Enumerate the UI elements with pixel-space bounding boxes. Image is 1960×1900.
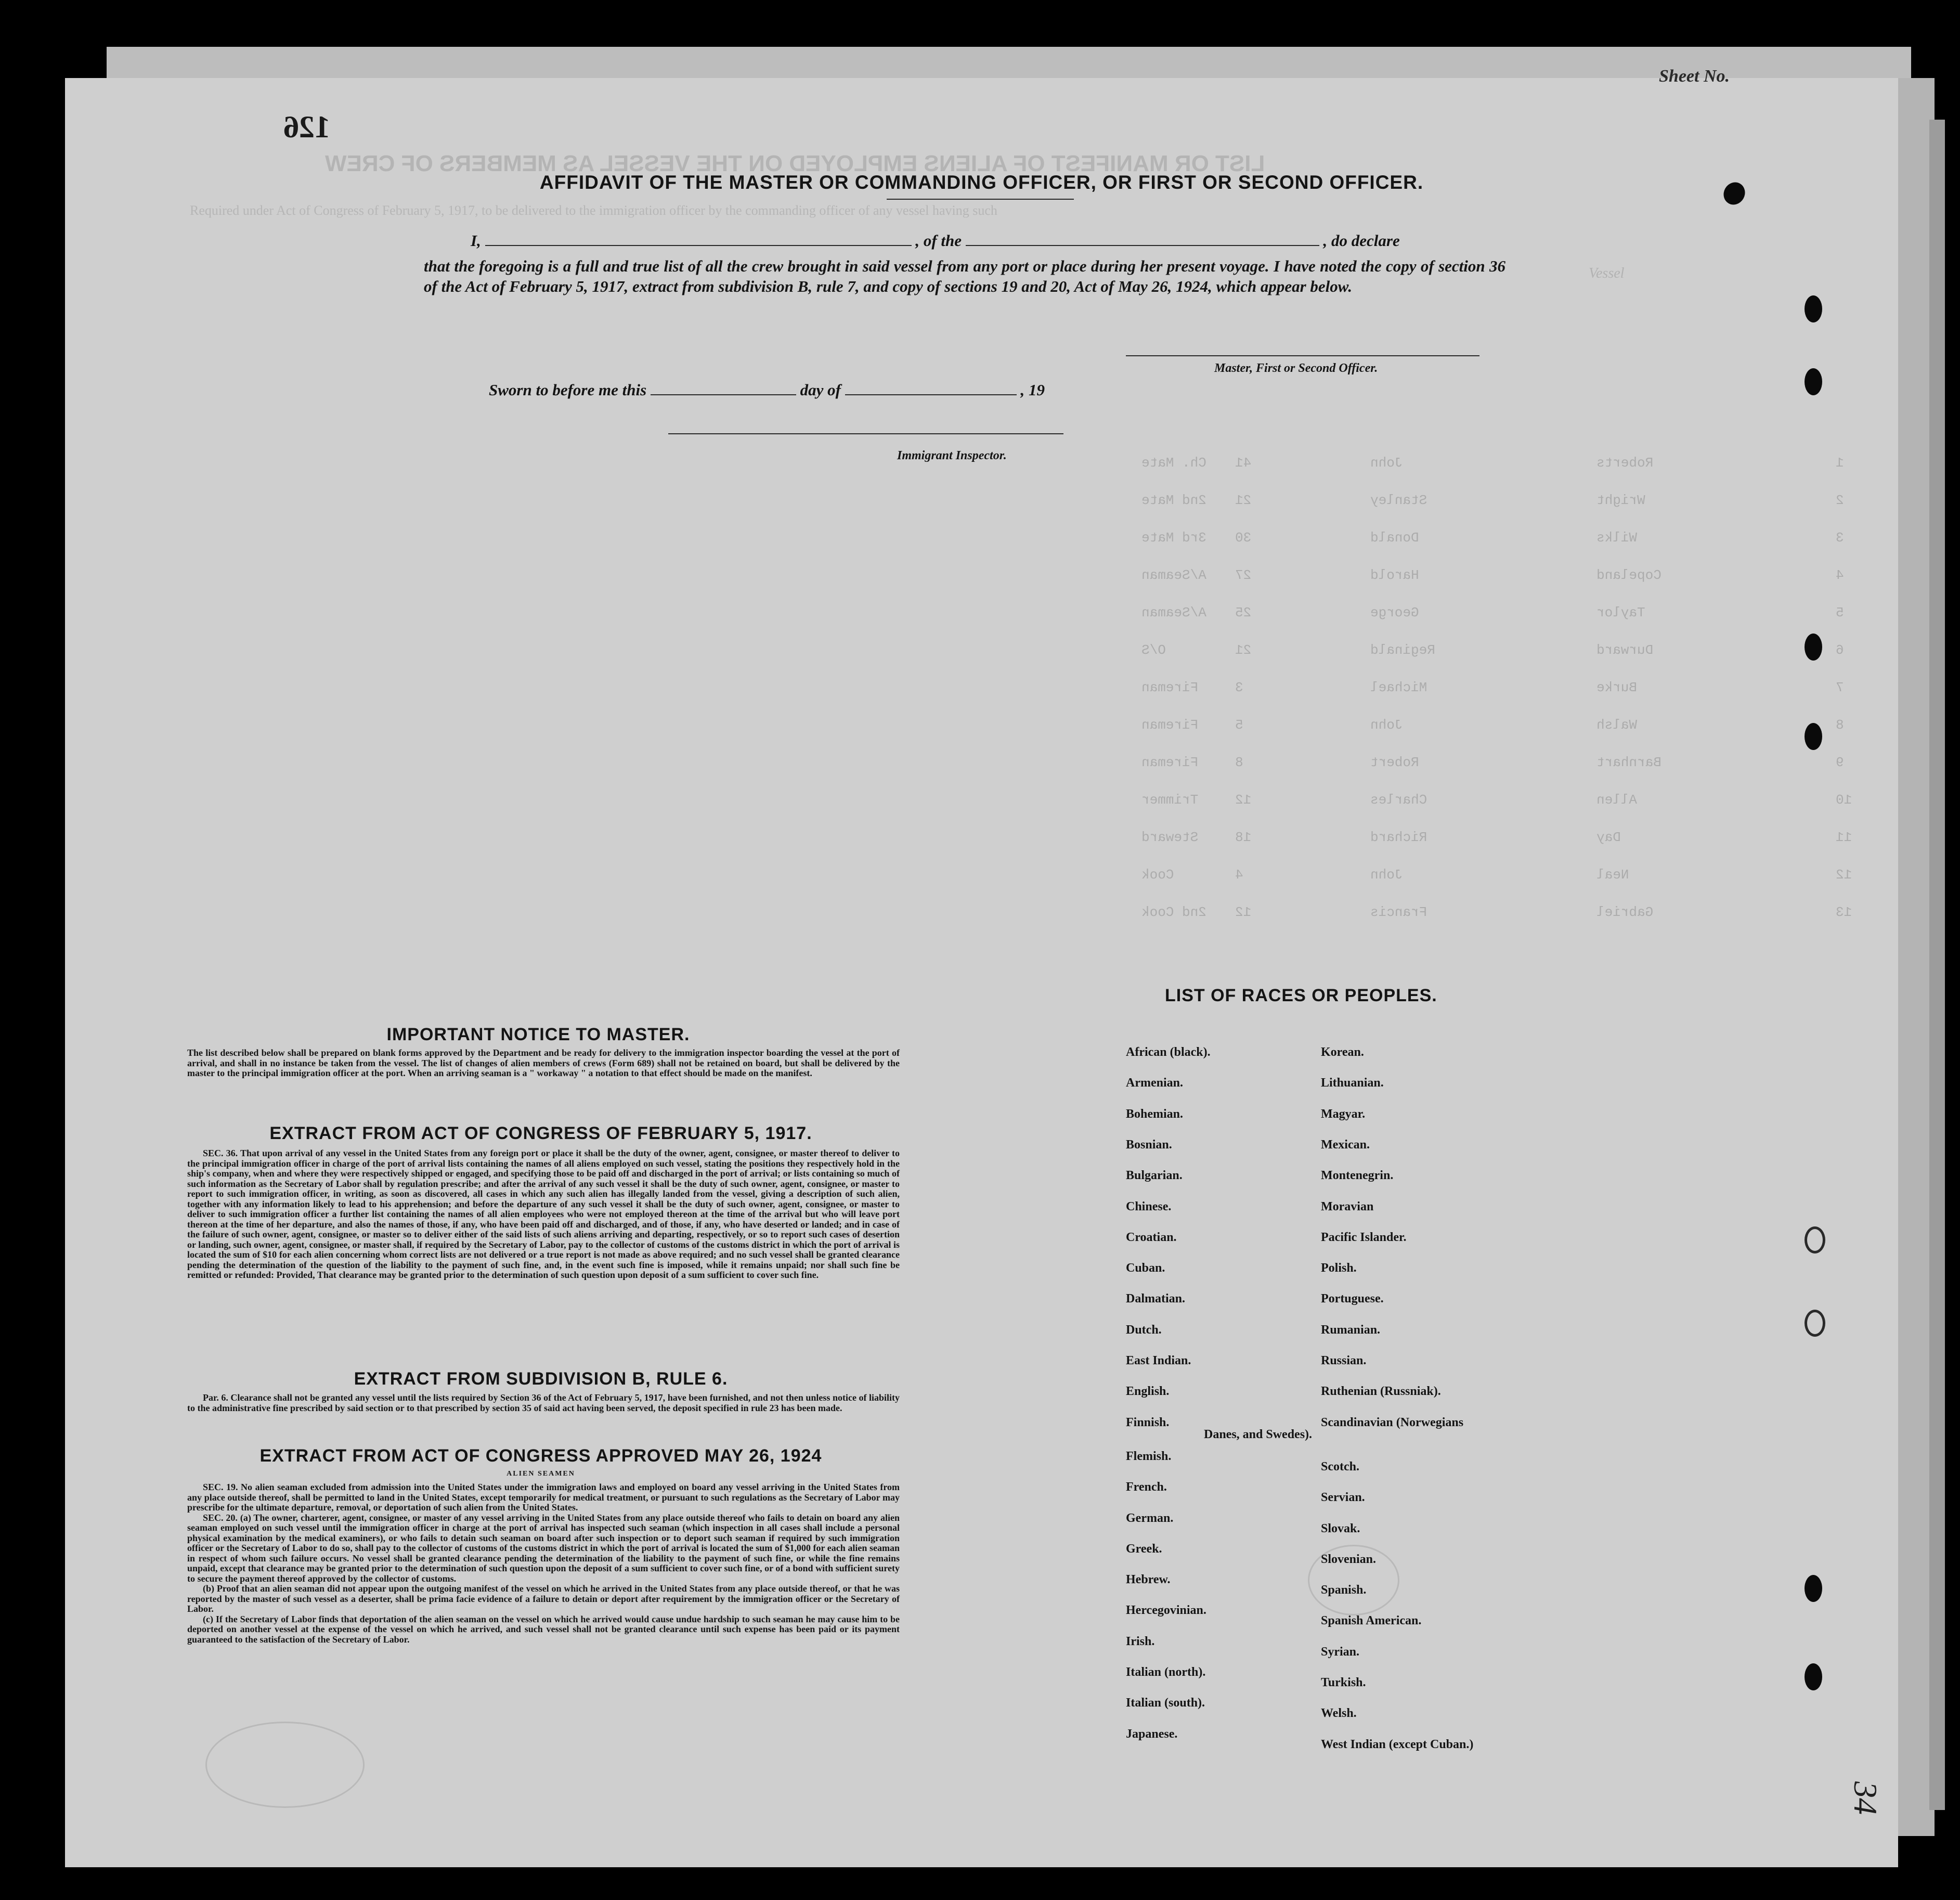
races-title: LIST OF RACES OR PEOPLES. bbox=[1165, 986, 1437, 1005]
bleed-cell-given: Donald bbox=[1370, 530, 1419, 546]
bleed-cell-given: Michael bbox=[1370, 680, 1427, 695]
binder-hole bbox=[1805, 723, 1822, 750]
bleed-cell-rating: Steward bbox=[1141, 830, 1199, 845]
bleed-header: LIST OR MANIFEST OF ALIENS EMPLOYED ON THE VESSEL AS MEMBERS OF CREW bbox=[325, 151, 1265, 176]
bleed-cell-age: 3 bbox=[1235, 680, 1243, 695]
race-item: Spanish. bbox=[1321, 1583, 1367, 1597]
alien-seamen-subhead: ALIEN SEAMEN bbox=[507, 1470, 575, 1478]
bleed-cell-rating: Fireman bbox=[1141, 717, 1199, 733]
bleed-cell-num: 8 bbox=[1836, 717, 1844, 733]
bleed-cell-given: Stanley bbox=[1370, 493, 1427, 508]
bleed-row bbox=[65, 530, 1898, 561]
bleed-cell-rating: Ch. Mate bbox=[1141, 455, 1206, 471]
race-item: Syrian. bbox=[1321, 1645, 1360, 1659]
bleed-cell-sur: Gabriel bbox=[1596, 904, 1654, 920]
of-the-text: , of the bbox=[915, 231, 962, 250]
bleed-row bbox=[65, 904, 1898, 936]
bleed-cell-rating: Fireman bbox=[1141, 755, 1199, 770]
bleed-cell-age: 4 bbox=[1235, 867, 1243, 883]
bleed-cell-rating: 2nd Cook bbox=[1141, 904, 1206, 920]
race-item: Irish. bbox=[1126, 1634, 1155, 1648]
bleed-cell-age: 12 bbox=[1235, 904, 1252, 920]
bleed-row bbox=[65, 755, 1898, 786]
bleed-cell-sur: Taylor bbox=[1596, 605, 1645, 621]
binder-hole bbox=[1805, 634, 1822, 661]
race-item: African (black). bbox=[1126, 1045, 1211, 1059]
race-item: Turkish. bbox=[1321, 1676, 1366, 1689]
bleed-cell-rating: 3rd Mate bbox=[1141, 530, 1206, 546]
inspector-caption: Immigrant Inspector. bbox=[897, 449, 1007, 462]
race-item: Flemish. bbox=[1126, 1449, 1172, 1463]
extract-1924-body bbox=[187, 1482, 900, 1645]
race-item: Croatian. bbox=[1126, 1230, 1177, 1244]
extract-rule6-body: Par. 6. Clearance shall not be granted any vessel until the lists required by Section 36 of the Act of February 5, 1917, have been furnished, and not then unless notice of liability to the administrative fine prescribed by said section or to that prescribed by section 35 of said act having been served, the deposit specified in rule 23 has been made. bbox=[187, 1392, 900, 1413]
race-item: Slovenian. bbox=[1321, 1552, 1377, 1566]
race-item: Scotch. bbox=[1321, 1459, 1359, 1474]
sworn-line bbox=[489, 380, 1045, 400]
binder-hole-ring bbox=[1805, 1226, 1825, 1253]
do-declare-text: , do declare bbox=[1323, 231, 1400, 250]
race-item: Magyar. bbox=[1321, 1107, 1366, 1121]
bleed-cell-sur: Neal bbox=[1596, 867, 1629, 883]
day-of-text: day of bbox=[800, 381, 841, 399]
race-item: Slovak. bbox=[1321, 1521, 1360, 1535]
name-blank[interactable] bbox=[485, 245, 912, 246]
race-item: Bohemian. bbox=[1126, 1107, 1184, 1121]
race-item: Ruthenian (Russniak). bbox=[1321, 1385, 1441, 1399]
sec-20a-text: SEC. 20. (a) The owner, charterer, agent, consignee, or master of any vessel arriving in the United States from any place outside thereof who fails to detain on board any alien seaman employed on such vessel until the immigration officer in charge at the port of arrival has inspected such seaman (which inspection in all cases shall include a personal physical examination by the medical examiners), or who fails to detain such seaman on board after such inspection or to deport such seaman if required by such immigration officer or the Secretary of Labor to do so, shall pay to the collector of customs of the customs district in which the port of arrival is located the sum of $1,000 for each alien seaman in respect of whom such failure occurs. No vessel shall be granted clearance pending the determination of the liability to the payment of such fine, or while the fine remains unpaid, except that clearance may be granted prior to the determination of such question upon the deposit of a sum sufficient to cover such fine, or of a bond with sufficient surety to secure the payment thereof approved by the collector of customs. bbox=[187, 1512, 900, 1584]
sec-20c-text: (c) If the Secretary of Labor finds that deportation of the alien seaman on the vessel on which he arrived would cause undue hardship to such seaman he may cause him to be deported on another vessel at the expense of the vessel on which he arrived, and such vessel shall not be granted clearance until such expense has been paid or its payment guaranteed to the satisfaction of the Secretary of Labor. bbox=[187, 1613, 900, 1645]
binder-hole bbox=[1805, 368, 1822, 395]
bleed-cell-given: John bbox=[1370, 717, 1403, 733]
race-item: Bosnian. bbox=[1126, 1138, 1172, 1152]
race-item: Cuban. bbox=[1126, 1261, 1165, 1275]
bleed-cell-num: 1 bbox=[1836, 455, 1844, 471]
race-item: Rumanian. bbox=[1321, 1323, 1381, 1337]
race-item: French. bbox=[1126, 1480, 1167, 1494]
race-item: Korean. bbox=[1321, 1045, 1364, 1059]
vessel-blank[interactable] bbox=[966, 245, 1319, 246]
bleed-cell-given: Charles bbox=[1370, 792, 1427, 808]
bleed-cell-rating: 2nd Mate bbox=[1141, 493, 1206, 508]
back-sheet-right-edge-2 bbox=[1929, 120, 1945, 1810]
bleed-cell-given: Francis bbox=[1370, 904, 1427, 920]
bleed-cell-age: 21 bbox=[1235, 493, 1252, 508]
bleed-cell-rating: Cook bbox=[1141, 867, 1174, 883]
sworn-day-blank[interactable] bbox=[651, 394, 796, 395]
bleed-cell-rating: O/S bbox=[1141, 642, 1166, 658]
affidavit-title: AFFIDAVIT OF THE MASTER OR COMMANDING OFFICER, OR FIRST OR SECOND OFFICER. bbox=[539, 172, 1424, 193]
race-item: English. bbox=[1126, 1385, 1170, 1399]
bleed-cell-given: John bbox=[1370, 867, 1403, 883]
race-item: Hebrew. bbox=[1126, 1573, 1171, 1587]
bleed-cell-rating: Fireman bbox=[1141, 680, 1199, 695]
bleed-cell-age: 41 bbox=[1235, 455, 1252, 471]
page-number: 126 bbox=[283, 110, 330, 144]
race-item: Bulgarian. bbox=[1126, 1169, 1183, 1183]
bleed-cell-given: George bbox=[1370, 605, 1419, 621]
bleed-cell-age: 27 bbox=[1235, 567, 1252, 583]
bleed-cell-given: John bbox=[1370, 455, 1403, 471]
bleed-cell-num: 4 bbox=[1836, 567, 1844, 583]
bleed-row bbox=[65, 717, 1898, 748]
bleed-cell-age: 21 bbox=[1235, 642, 1252, 658]
bleed-cell-age: 8 bbox=[1235, 755, 1243, 770]
bleed-cell-age: 5 bbox=[1235, 717, 1243, 733]
race-item: Russian. bbox=[1321, 1354, 1367, 1367]
race-item: Finnish. bbox=[1126, 1415, 1170, 1429]
bleed-cell-num: 5 bbox=[1836, 605, 1844, 621]
race-item: Greek. bbox=[1126, 1542, 1162, 1556]
bleed-cell-sur: Wilks bbox=[1596, 530, 1638, 546]
race-item: German. bbox=[1126, 1511, 1174, 1525]
bleed-row bbox=[65, 493, 1898, 524]
sworn-text: Sworn to before me this bbox=[489, 381, 647, 399]
master-signature-line bbox=[1126, 355, 1479, 356]
bleed-cell-num: 6 bbox=[1836, 642, 1844, 658]
bleed-row bbox=[65, 605, 1898, 636]
bleed-cell-num: 9 bbox=[1836, 755, 1844, 770]
bleed-cell-sur: Roberts bbox=[1596, 455, 1654, 471]
bleed-row bbox=[65, 830, 1898, 861]
master-signature-caption: Master, First or Second Officer. bbox=[1214, 361, 1378, 375]
bleed-cell-given: Reginald bbox=[1370, 642, 1435, 658]
scandinavian-continuation: Danes, and Swedes). bbox=[1204, 1428, 1313, 1441]
sec-20b-text: (b) Proof that an alien seaman did not appear upon the outgoing manifest of the vessel on which he arrived in the United States from any place outside thereof, or that he was reported by the master of such vessel as a deserter, shall be prima facie evidence of a failure to detain or deport after requirement by the immigration officer or the Secretary of Labor. bbox=[187, 1583, 900, 1614]
bleed-cell-rating: A/Seaman bbox=[1141, 567, 1206, 583]
bleed-row bbox=[65, 680, 1898, 711]
bleed-vessel-label: Vessel bbox=[1589, 265, 1625, 281]
bleed-cell-sur: Copeland bbox=[1596, 567, 1662, 583]
bleed-cell-num: 2 bbox=[1836, 493, 1844, 508]
race-item: Servian. bbox=[1321, 1491, 1365, 1505]
race-item: Dutch. bbox=[1126, 1323, 1162, 1337]
bleed-cell-rating: Trimmer bbox=[1141, 792, 1199, 808]
title-rule bbox=[887, 199, 1074, 200]
race-item: Armenian. bbox=[1126, 1076, 1183, 1090]
bleed-cell-sur: Burke bbox=[1596, 680, 1638, 695]
binder-hole-ring bbox=[1805, 1310, 1825, 1337]
race-item: Dalmatian. bbox=[1126, 1292, 1185, 1306]
bleed-cell-sur: Day bbox=[1596, 830, 1621, 845]
manifest-sheet bbox=[65, 78, 1898, 1867]
bleed-cell-given: Richard bbox=[1370, 830, 1427, 845]
race-item: Japanese. bbox=[1126, 1727, 1178, 1741]
race-item: West Indian (except Cuban.) bbox=[1321, 1737, 1474, 1751]
bleed-cell-age: 18 bbox=[1235, 830, 1252, 845]
binder-hole bbox=[1805, 295, 1822, 322]
bleed-cell-sur: Durward bbox=[1596, 642, 1654, 658]
race-item: Scandinavian (Norwegians bbox=[1321, 1415, 1464, 1429]
extract-rule6-title: EXTRACT FROM SUBDIVISION B, RULE 6. bbox=[354, 1369, 728, 1389]
bleed-cell-num: 10 bbox=[1836, 792, 1852, 808]
race-item: Polish. bbox=[1321, 1261, 1357, 1275]
bleed-cell-num: 7 bbox=[1836, 680, 1844, 695]
bleed-cell-num: 12 bbox=[1836, 867, 1852, 883]
bleed-row bbox=[65, 642, 1898, 674]
extract-1917-title: EXTRACT FROM ACT OF CONGRESS OF FEBRUARY 5, 1917. bbox=[269, 1123, 812, 1143]
year-prefix-text: , 19 bbox=[1020, 381, 1045, 399]
bleed-required-line: Required under Act of Congress of February 5, 1917, to be delivered to the immigration officer by the commanding officer of any vessel having such bbox=[190, 203, 997, 218]
race-item: East Indian. bbox=[1126, 1354, 1191, 1367]
race-item: Montenegrin. bbox=[1321, 1169, 1394, 1183]
bleed-cell-num: 3 bbox=[1836, 530, 1844, 546]
bleed-row bbox=[65, 867, 1898, 898]
race-item: Moravian bbox=[1321, 1199, 1374, 1213]
bleed-cell-age: 25 bbox=[1235, 605, 1252, 621]
bleed-row bbox=[65, 567, 1898, 599]
bleed-cell-sur: Allen bbox=[1596, 792, 1638, 808]
race-item: Italian (north). bbox=[1126, 1665, 1206, 1679]
bleed-cell-num: 13 bbox=[1836, 904, 1852, 920]
bleed-cell-given: Harold bbox=[1370, 567, 1419, 583]
binder-hole bbox=[1805, 1575, 1822, 1602]
affidavit-paragraph: that the foregoing is a full and true list of all the crew brought in said vessel from any port or place during her present voyage. I have noted the copy of section 36 of the Act of February 5, 1917, extract from subdivision B, rule 7, and copy of sections 19 and 20, Act of May 26, 1924, which appear below. bbox=[424, 257, 1505, 295]
notice-title: IMPORTANT NOTICE TO MASTER. bbox=[386, 1025, 690, 1044]
race-item: Hercegovinian. bbox=[1126, 1604, 1206, 1618]
bleed-cell-sur: Barnhart bbox=[1596, 755, 1662, 770]
sec-19-text: SEC. 19. No alien seaman excluded from admission into the United States under the immigration laws and employed on board any vessel arriving in the United States from any place outside thereof, shall be permitted to land in the United States, except temporarily for medical treatment, or pursuant to such regulations as the Secretary of Labor may prescribe for the ultimate departure, removal, or deportation of such alien from the United States. bbox=[187, 1482, 900, 1513]
extract-1924-title: EXTRACT FROM ACT OF CONGRESS APPROVED MAY 26, 1924 bbox=[259, 1446, 822, 1466]
inspector-signature-line bbox=[668, 433, 1063, 434]
bleed-cell-given: Robert bbox=[1370, 755, 1419, 770]
faded-stamp bbox=[205, 1722, 365, 1808]
sworn-month-blank[interactable] bbox=[845, 394, 1017, 395]
race-item: Mexican. bbox=[1321, 1138, 1370, 1152]
bleed-cell-sur: Walsh bbox=[1596, 717, 1638, 733]
bleed-row bbox=[65, 792, 1898, 823]
sheet-number-tag: Sheet No. bbox=[1659, 67, 1730, 86]
bleed-cell-num: 11 bbox=[1836, 830, 1852, 845]
bleed-cell-rating: A/Seaman bbox=[1141, 605, 1206, 621]
binder-hole bbox=[1805, 1663, 1822, 1690]
notice-body: The list described below shall be prepared on blank forms approved by the Department and be ready for delivery to the immigration inspector boarding the vessel at the port of arrival, and shall in no instance be taken from the vessel. The list of changes of alien members of crews (Form 689) shall not be retained on board, but shall be delivered by the master to the principal immigration officer at the port. When an arriving seaman is a " workaway " a notation to that effect should be made on the manifest. bbox=[187, 1048, 900, 1078]
bleed-cell-sur: Wright bbox=[1596, 493, 1645, 508]
race-item: Pacific Islander. bbox=[1321, 1230, 1407, 1244]
bleed-cell-age: 30 bbox=[1235, 530, 1252, 546]
race-item: Portuguese. bbox=[1321, 1292, 1384, 1306]
race-item: Lithuanian. bbox=[1321, 1076, 1384, 1090]
bleed-cell-age: 12 bbox=[1235, 792, 1252, 808]
race-item: Italian (south). bbox=[1126, 1696, 1205, 1710]
race-item: Spanish American. bbox=[1321, 1614, 1422, 1628]
race-item: Welsh. bbox=[1321, 1707, 1357, 1721]
affidavit-i: I, bbox=[471, 231, 481, 250]
race-item: Chinese. bbox=[1126, 1199, 1172, 1213]
affidavit-line1 bbox=[471, 230, 1400, 251]
margin-handwritten-note: 34 bbox=[1847, 1781, 1884, 1815]
extract-1917-body: SEC. 36. That upon arrival of any vessel in the United States from any foreign port or place it shall be the duty of the owner, agent, consignee, or master thereof to deliver to the principal immigration officer in charge of the port of arrival lists containing the names of all aliens employed on such vessel, stating the positions they respectively hold in the ship's company, when and where they were respectively shipped or engaged, and specifying those to be paid off and discharged in the port of arrival; or lists containing so much of such information as the Secretary of Labor shall by regulation prescribe; and after the arrival of any such vessel it shall be the duty of such owner, agent, consignee, or master to report to such immigration officer, in writing, as soon as discovered, all cases in which any such alien has illegally landed from the vessel, giving a description of such alien, together with any information likely to lead to his apprehension; and before the departure of any such vessel it shall be the duty of such owner, agent, consignee, or master to deliver to such immigration officer a further list containing the names of all alien employees who were not employed thereon at the time of the arrival but who will leave port thereon at the time of her departure, and also the names of those, if any, who have been paid off and discharged, and of those, if any, who have deserted or landed; and in case of the failure of such owner, agent, consignee, or master so to deliver either of the said lists of such aliens arriving and departing, respectively, or so to report such cases of desertion or landing, such owner, agent, consignee, or master shall, if required by the Secretary of Labor, pay to the collector of customs of the customs district in which the port of arrival is located the sum of $10 for each alien concerning whom correct lists are not delivered or a true report is not made as above required; and no such vessel shall be granted clearance pending the determination of the question of the liability to the payment of such fine, and, in the event such fine is imposed, while it remains unpaid; nor shall such fine be remitted or refunded: Provided, That clearance may be granted prior to the determination of such question upon deposit of a sum sufficient to cover such fine. bbox=[187, 1148, 900, 1280]
